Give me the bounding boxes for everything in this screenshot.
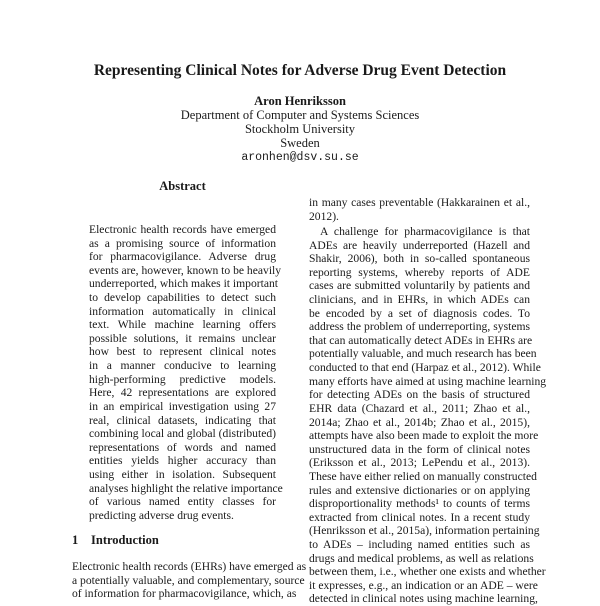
text-line: in a manner conducive to learning	[89, 359, 276, 373]
text-line: in an empirical investigation using 27	[89, 399, 276, 413]
text-line: entities yields higher accuracy than	[89, 454, 276, 468]
text-line: clinicians, and in EHRs, in which ADEs can	[309, 293, 530, 307]
text-line: ADEs are heavily underreported (Hazell and	[309, 238, 530, 252]
text-line: to ADEs – including named entities such as	[309, 538, 530, 552]
right-column-paragraph-1	[309, 196, 530, 223]
text-line: that can automatically detect ADEs in EHRs are	[309, 333, 533, 347]
text-line: detected in clinical notes using machine learning,	[309, 592, 538, 606]
text-line: Electronic health records (EHRs) have emerged as	[72, 560, 307, 573]
text-line: events are, however, known to be heavily	[89, 263, 282, 277]
text-line: 2014a; Zhao et al., 2014b; Zhao et al., 2015),	[309, 415, 530, 429]
text-line: possible solutions, it remains unclear	[89, 331, 276, 345]
right-column-paragraph-2	[309, 225, 547, 606]
text-line: (Eriksson et al., 2013; LePendu et al., 2013).	[309, 456, 530, 470]
text-line: drugs and medical problems, as well as relations	[309, 551, 534, 565]
text-line: to develop capabilities to detect such	[89, 291, 276, 305]
text-line: 2012).	[309, 209, 339, 223]
text-line: high-performing predictive models.	[89, 372, 276, 386]
text-line: many efforts have aimed at using machine learning	[309, 374, 547, 388]
text-line: representations of words and named	[89, 440, 276, 454]
text-line: attempts have also been made to exploit the more	[309, 429, 539, 443]
text-line: as a promising source of information	[89, 236, 276, 250]
text-line: unstructured data in the form of clinical notes	[309, 442, 530, 456]
abstract-heading: Abstract	[159, 179, 206, 193]
text-line: of information for pharmacovigilance, which, as	[72, 587, 297, 601]
introduction-paragraph	[72, 560, 307, 601]
text-line: predicting adverse drug events.	[89, 508, 234, 522]
text-line: for pharmacovigilance. Adverse drug	[89, 250, 276, 264]
text-line: analyses highlight the relative importance	[89, 481, 283, 495]
text-line: reporting systems, whereby reports of ADE	[309, 265, 530, 279]
text-line: using either in isolation. Subsequent	[89, 467, 276, 481]
author-university: Stockholm University	[244, 122, 356, 136]
section-number: 1	[72, 533, 79, 547]
text-line: for detecting ADEs on the basis of structured	[309, 388, 530, 402]
text-line: address the problem of underreporting, systems	[309, 320, 530, 334]
abstract-body	[89, 223, 283, 522]
text-line: potentially valuable, and much research has been	[309, 347, 537, 361]
text-line: extracted from clinical notes. In a recent study	[309, 510, 530, 524]
text-line: it expresses, e.g., an indication or an ADE – were	[309, 578, 538, 592]
text-line: (Henriksson et al., 2015a), information pertaining	[309, 524, 540, 538]
author-department: Department of Computer and Systems Sciences	[180, 108, 420, 122]
text-line: cases are submitted voluntarily by patients and	[309, 279, 530, 293]
section-heading-introduction	[72, 533, 159, 548]
paper-title: Representing Clinical Notes for Adverse Drug Event Detection	[93, 62, 507, 79]
section-title: Introduction	[91, 533, 159, 547]
text-line: in many cases preventable (Hakkarainen et al.,	[309, 196, 530, 209]
text-line: Here, 42 representations are explored	[89, 386, 276, 400]
text-line: conducted to that end (Harpaz et al., 2012). While	[309, 361, 541, 375]
author-name: Aron Henriksson	[254, 94, 346, 108]
text-line: text. While machine learning offers	[89, 318, 276, 332]
text-line: of various named entity classes for	[89, 495, 276, 509]
text-line: EHR data (Chazard et al., 2011; Zhao et al.,	[309, 401, 530, 415]
text-line: rules and extensive dictionaries or on applying	[309, 483, 530, 497]
author-country: Sweden	[280, 136, 320, 150]
text-line: Shakir, 2006), both in so-called spontaneous	[309, 252, 530, 266]
text-line: a potentially valuable, and complementary, source	[72, 573, 305, 587]
text-line: underreported, which makes it important	[89, 277, 278, 291]
text-line: combining local and global (distributed)	[89, 427, 276, 441]
text-line: These have either relied on manually constructed	[309, 469, 537, 483]
text-line: real, clinical datasets, indicating that	[89, 413, 276, 427]
text-line: A challenge for pharmacovigilance is that	[320, 225, 530, 238]
text-line: how best to represent clinical notes	[89, 345, 276, 359]
text-line: disproportionality methods¹ to counts of terms	[309, 497, 530, 511]
text-line: be encoded by a set of diagnosis codes. To	[309, 306, 530, 320]
text-line: information automatically in clinical	[89, 304, 276, 318]
text-line: between them, i.e., whether one exists and whether	[309, 565, 546, 579]
text-line: Electronic health records have emerged	[89, 223, 276, 236]
author-email: aronhen@dsv.su.se	[241, 151, 359, 164]
